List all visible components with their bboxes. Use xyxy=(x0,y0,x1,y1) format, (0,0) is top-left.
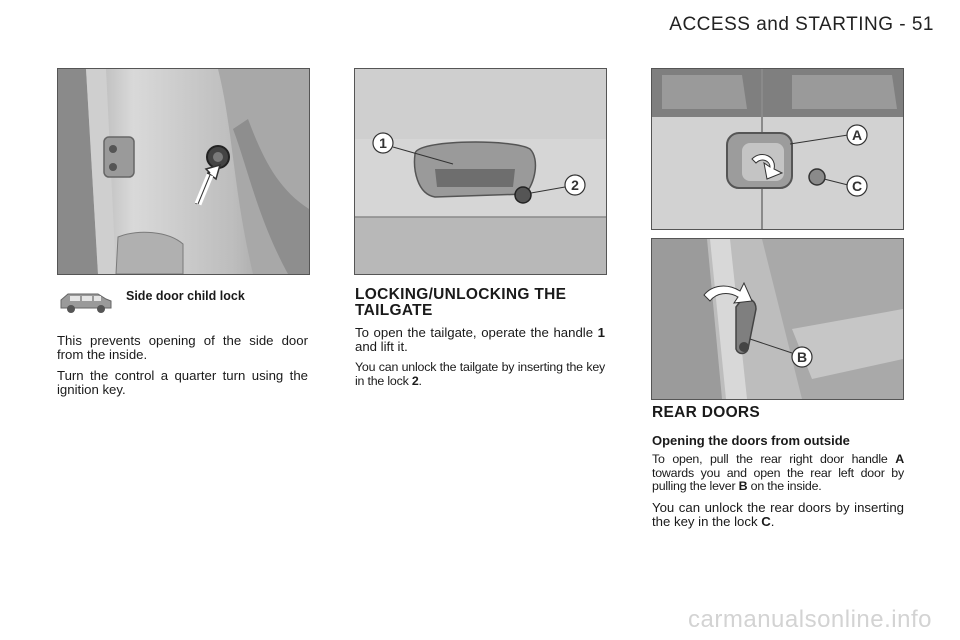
tailgate-heading-line-2: TAILGATE xyxy=(355,302,433,319)
tailgate-heading xyxy=(355,287,606,319)
tailgate-heading-line-1: LOCKING/UNLOCKING THE xyxy=(355,286,567,303)
page-header: ACCESS and STARTING - 51 xyxy=(669,14,934,35)
callout-2: 2 xyxy=(571,177,579,193)
col2-paragraph-1: To open the tailgate, operate the handle 1 and lift it. xyxy=(355,325,605,354)
figure-rear-door-lever xyxy=(651,238,904,400)
col2-paragraph-2: You can unlock the tailgate by inserting the key in the lock 2. xyxy=(355,360,605,388)
callout-b: B xyxy=(796,349,808,365)
col3-paragraph-2: You can unlock the rear doors by inserting the key in the lock C. xyxy=(652,499,904,529)
figure-tailgate-handle xyxy=(354,68,607,275)
col3-paragraph-1: To open, pull the rear right door handle A towards you and open the rear left door by pulling the lever B on the inside. xyxy=(652,452,904,493)
callout-a: A xyxy=(851,127,863,143)
callout-c: C xyxy=(851,178,863,194)
watermark: carmanualsonline.info xyxy=(688,606,932,633)
vehicle-side-icon xyxy=(58,290,114,316)
figure-side-door-child-lock xyxy=(57,68,310,275)
col1-paragraph-1: This prevents opening of the side door from the inside. xyxy=(57,333,308,362)
col3-body xyxy=(652,434,904,536)
rear-doors-heading: REAR DOORS xyxy=(652,404,761,421)
rear-doors-subheading: Opening the doors from outside xyxy=(652,433,850,448)
figure-rear-door-handle xyxy=(651,68,904,230)
col1-paragraph-2: Turn the control a quarter turn using the ignition key. xyxy=(57,368,308,397)
callout-1: 1 xyxy=(379,135,387,151)
col2-body xyxy=(355,326,605,395)
col1-body xyxy=(57,334,308,404)
side-door-child-lock-subheading: Side door child lock xyxy=(126,289,245,303)
